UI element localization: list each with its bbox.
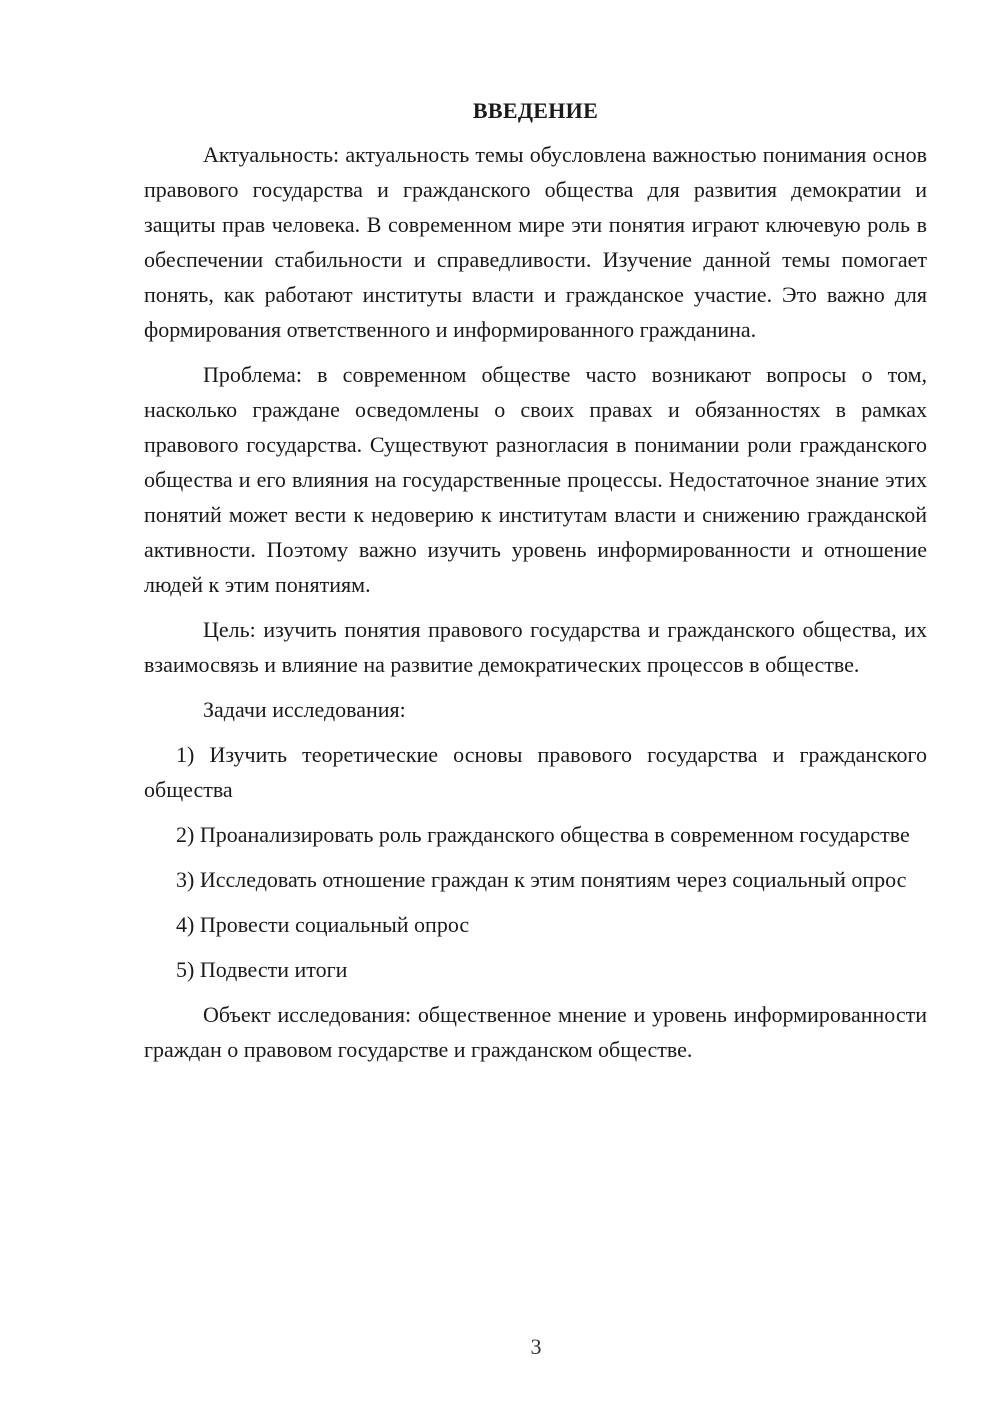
goal-paragraph: Цель: изучить понятия правового государства и гражданского общества, их взаимосвязь и влияние на развитие демократических процессов в обществе.	[144, 617, 927, 677]
tasks-heading: Задачи исследования:	[203, 697, 406, 722]
task-item-2: 2) Проанализировать роль гражданского общества в современном государстве	[176, 822, 910, 847]
object-paragraph: Объект исследования: общественное мнение и уровень информированности граждан о правовом государстве и гражданском обществе.	[144, 1002, 927, 1062]
task-item-4: 4) Провести социальный опрос	[176, 912, 470, 937]
task-item-1: 1) Изучить теоретические основы правового государства и гражданского общества	[144, 742, 927, 802]
relevance-paragraph: Актуальность: актуальность темы обусловлена важностью понимания основ правового государства и гражданского общества для развития демократии и защиты прав человека. В современном мире эти понятия играют ключевую роль в обеспечении стабильности и справедливости. Изучение данной темы помогает понять, как работают институты власти и гражданское участие. Это важно для формирования ответственного и информированного гражданина.	[144, 142, 927, 342]
page-title: ВВЕДЕНИЕ	[472, 98, 599, 123]
page-number: 3	[530, 1334, 542, 1359]
task-item-3: 3) Исследовать отношение граждан к этим понятиям через социальный опрос	[176, 867, 907, 892]
task-item-5: 5) Подвести итоги	[176, 957, 348, 982]
problem-paragraph: Проблема: в современном обществе часто возникают вопросы о том, насколько граждане осведомлены о своих правах и обязанностях в рамках правового государства. Существуют разногласия в понимании роли гражданского общества и его влияния на государственные процессы. Недостаточное знание этих понятий может вести к недоверию к институтам власти и снижению гражданской активности. Поэтому важно изучить уровень информированности и отношение людей к этим понятиям.	[144, 362, 927, 597]
page-content	[144, 95, 927, 1077]
